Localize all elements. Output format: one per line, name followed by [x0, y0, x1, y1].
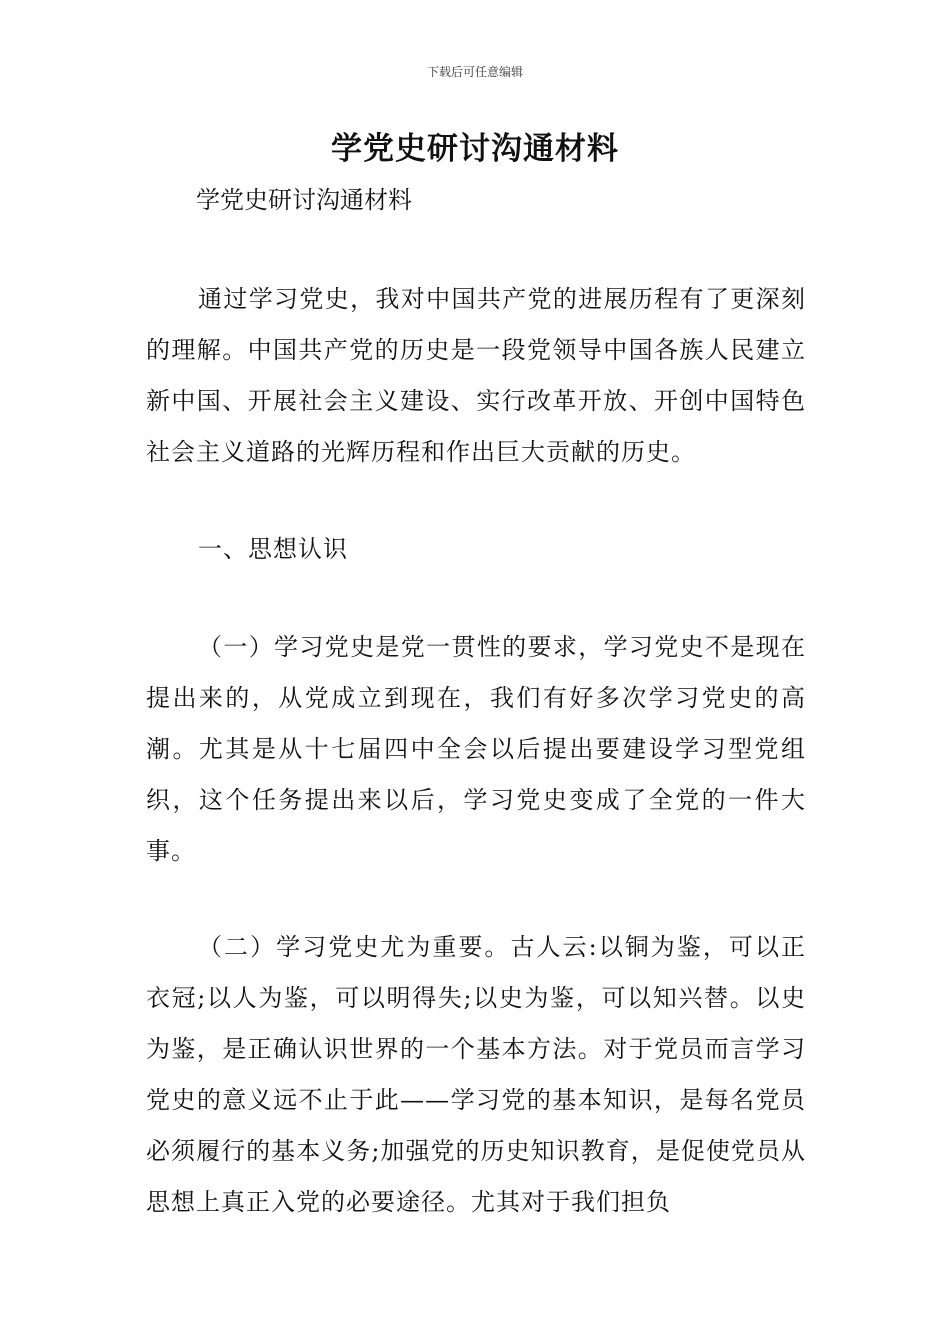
paragraph-point-one: （一）学习党史是党一贯性的要求，学习党史不是现在提出来的，从党成立到现在，我们有好多次学习党史的高潮。尤其是从十七届四中全会以后提出要建设学习型党组织，这个任务提出来以后，学习党史变成了全党的一件大事。	[146, 633, 806, 865]
section-heading-ideological-understanding: 一、思想认识	[198, 535, 348, 563]
paragraph-intro: 通过学习党史，我对中国共产党的进展历程有了更深刻的理解。中国共产党的历史是一段党领导中国各族人民建立新中国、开展社会主义建设、实行改革开放、开创中国特色社会主义道路的光辉历程和作出巨大贡献的历史。	[146, 285, 806, 466]
header-note: 下载后可任意编辑	[426, 65, 523, 79]
document-title: 学党史研讨沟通材料	[331, 131, 619, 167]
paragraph-point-two: （二）学习党史尤为重要。古人云:以铜为鉴，可以正衣冠;以人为鉴，可以明得失;以史为鉴，可以知兴替。以史为鉴，是正确认识世界的一个基本方法。对于党员而言学习党史的意义远不止于此——学习党的基本知识，是每名党员必须履行的基本义务;加强党的历史知识教育，是促使党员从思想上真正入党的必要途径。尤其对于我们担负	[146, 933, 806, 1216]
document-subtitle: 学党史研讨沟通材料	[196, 186, 412, 214]
